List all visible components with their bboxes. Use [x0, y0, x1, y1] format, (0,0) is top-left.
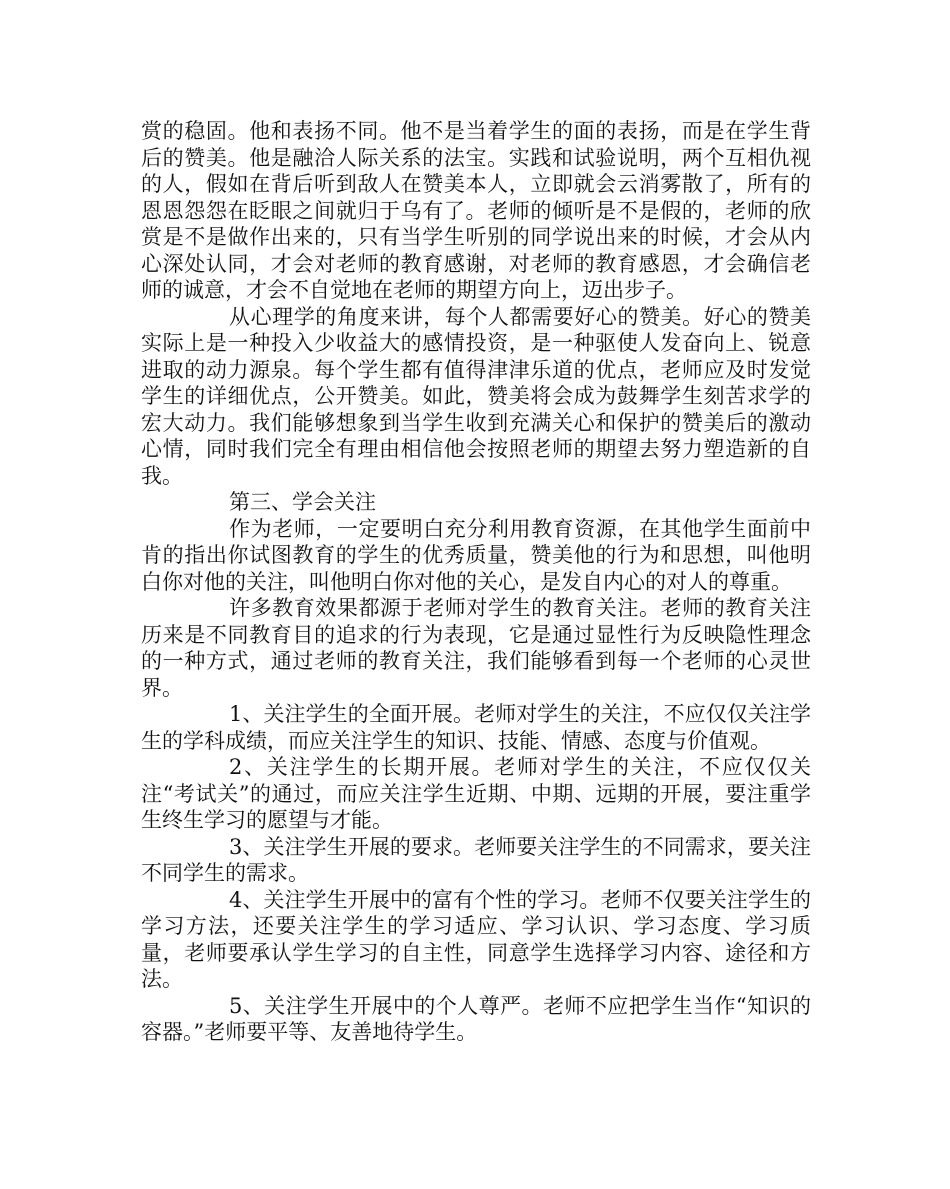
paragraph-education-attention: 许多教育效果都源于老师对学生的教育关注。老师的教育关注历来是不同教育目的追求的行为表现，它是通过显性行为反映隐性理念的一种方式，通过老师的教育关注，我们能够看到每一个老师的心灵世界。: [141, 596, 811, 700]
list-item-1: 1、关注学生的全面开展。老师对学生的关注，不应仅仅关注学生的学科成绩，而应关注学生的知识、技能、情感、态度与价值观。: [141, 702, 811, 753]
section-heading-learn-attention: 第三、学会关注: [229, 490, 376, 514]
paragraph-praise-behind-back: 赏的稳固。他和表扬不同。他不是当着学生的面的表扬，而是在学生背后的赞美。他是融洽人际关系的法宝。实践和试验说明，两个互相仇视的人，假如在背后听到敌人在赞美本人，立即就会云消雾散了，所有的恩恩怨怨在眨眼之间就归于乌有了。老师的倾听是不是假的，老师的欣赏是不是做作出来的，只有当学生听别的同学说出来的时候，才会从内心深处认同，才会对老师的教育感谢，对老师的教育感恩，才会确信老师的诚意，才会不自觉地在老师的期望方向上，迈出步子。: [141, 119, 811, 302]
list-item-5: 5、关注学生开展中的个人尊严。老师不应把学生当作“知识的容器。”老师要平等、友善地待学生。: [141, 993, 811, 1044]
list-item-3: 3、关注学生开展的要求。老师要关注学生的不同需求，要关注不同学生的需求。: [141, 834, 811, 885]
paragraph-as-teacher: 作为老师，一定要明白充分利用教育资源，在其他学生面前中肯的指出你试图教育的学生的优秀质量，赞美他的行为和思想，叫他明白你对他的关注，叫他明白你对他的关心，是发自内心的对人的尊重。: [141, 516, 811, 594]
list-item-2: 2、关注学生的长期开展。老师对学生的关注，不应仅仅关注“考试关”的通过，而应关注学生近期、中期、远期的开展，要注重学生终生学习的愿望与才能。: [141, 755, 811, 832]
paragraph-psychology-praise: 从心理学的角度来讲，每个人都需要好心的赞美。好心的赞美实际上是一种投入少收益大的感情投资，是一种驱使人发奋向上、锐意进取的动力源泉。每个学生都有值得津津乐道的优点，老师应及时发觉学生的详细优点，公开赞美。如此，赞美将会成为鼓舞学生刻苦求学的宏大动力。我们能够想象到当学生收到充满关心和保护的赞美后的激动心情，同时我们完全有理由相信他会按照老师的期望去努力塑造新的自我。: [141, 304, 811, 488]
list-item-4: 4、关注学生开展中的富有个性的学习。老师不仅要关注学生的学习方法，还要关注学生的学习适应、学习认识、学习态度、学习质量，老师要承认学生学习的自主性，同意学生选择学习内容、途径和方法。: [141, 887, 811, 991]
document-body: [141, 118, 811, 1046]
